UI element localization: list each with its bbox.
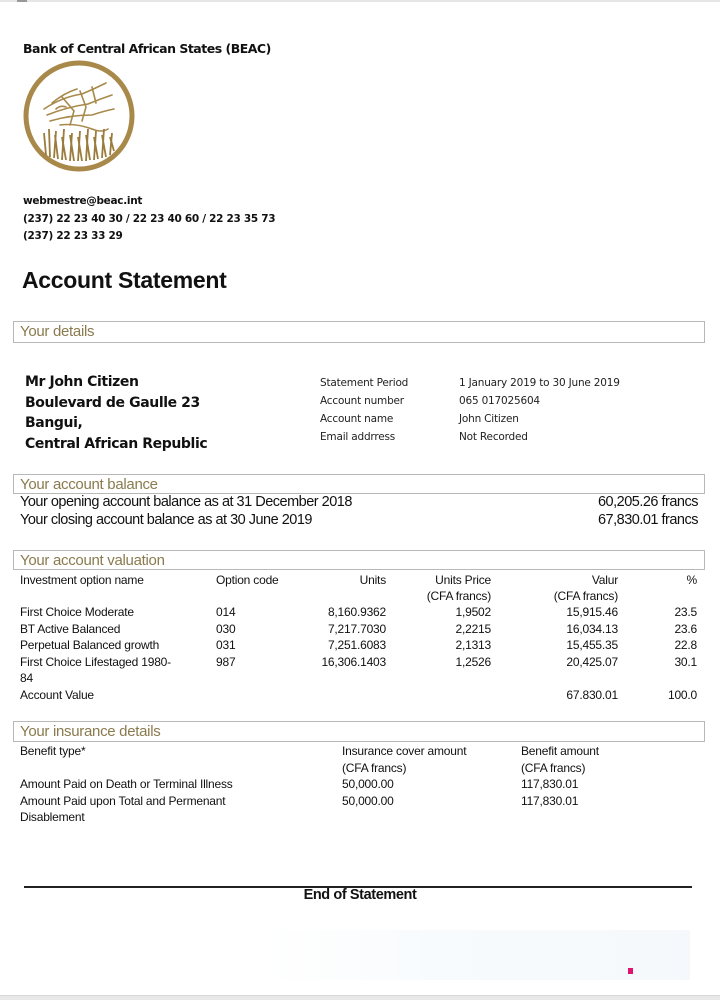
insurance-type-column [20, 743, 233, 826]
faded-watermark [265, 930, 690, 980]
contact-phone-1: (237) 22 23 40 30 / 22 23 40 60 / 22 23 35 73 [23, 212, 276, 225]
opening-balance-label: Your opening account balance as at 31 December 2018 [20, 494, 352, 510]
spacer [566, 670, 618, 687]
valuation-pcts [668, 604, 697, 703]
table-cell-units: 7,251.6083 [327, 638, 386, 652]
email-value: Not Recorded [459, 431, 528, 443]
contact-phone-2: (237) 22 23 33 29 [23, 230, 123, 242]
table-cell-name: First Choice Lifestaged 1980- [20, 654, 171, 669]
table-cell-value: 15,455.35 [566, 638, 618, 652]
table-cell-code: 014 [216, 605, 236, 619]
section-header-balance [13, 474, 705, 494]
column-header-code: Option code [216, 573, 279, 587]
beac-gazelle-logo-icon [22, 59, 136, 173]
account-value-label: Account Value [20, 687, 94, 702]
table-cell-price: 2,2215 [455, 621, 491, 636]
table-cell-price: 1,2526 [455, 654, 491, 669]
table-cell-price: 2,1313 [455, 638, 491, 652]
column-header-units: Units [359, 573, 386, 587]
closing-balance-label: Your closing account balance as at 30 June 2019 [20, 512, 312, 528]
account-meta-values [459, 374, 620, 446]
spacer [20, 760, 233, 777]
account-meta-labels [320, 374, 408, 446]
column-header-cover: Insurance cover amount [342, 744, 467, 758]
table-cell-name: Perpetual Balanced growth [20, 638, 160, 652]
column-header-price [427, 572, 491, 604]
table-cell-pct: 23.6 [674, 621, 697, 636]
account-name-value: John Citizen [459, 413, 519, 425]
opening-balance-value: 60,205.26 francs [597, 494, 698, 510]
table-cell-benefit: 117,830.01 [521, 793, 579, 808]
table-cell-cover: 50,000.00 [342, 777, 394, 791]
closing-balance-row [20, 512, 698, 528]
bottom-border [0, 995, 720, 1000]
column-header-benefit-sub: (CFA francs) [521, 760, 586, 775]
column-header-value-label: Valur [591, 573, 618, 587]
table-cell-name: BT Active Balanced [20, 621, 121, 636]
column-header-price-sub: (CFA francs) [426, 589, 491, 603]
section-title: Your insurance details [20, 723, 161, 740]
table-cell-benefit: 117,830.01 [521, 777, 579, 791]
top-marker [17, 0, 27, 2]
spacer [668, 670, 697, 687]
contact-email: webmestre@beac.int [23, 195, 143, 207]
opening-balance-row [20, 494, 698, 510]
table-cell-price: 1,9502 [455, 605, 491, 619]
address-street: Boulevard de Gaulle 23 [25, 394, 200, 411]
valuation-names [20, 604, 171, 703]
field-label: Email addrress [320, 431, 396, 443]
section-header-insurance [13, 721, 705, 742]
account-value-pct: 100.0 [667, 687, 697, 702]
insurance-benefit-column [521, 743, 599, 809]
table-cell-benefit-type-cont: Disablement [20, 810, 85, 824]
section-title: Your account valuation [20, 552, 165, 569]
column-header-name: Investment option name [20, 573, 144, 587]
insurance-cover-column [342, 743, 466, 809]
table-cell-value: 15,915.46 [566, 605, 618, 619]
top-border [0, 0, 720, 2]
valuation-codes [216, 604, 235, 670]
section-title: Your account balance [20, 476, 158, 493]
column-header-cover-sub: (CFA francs) [342, 760, 407, 775]
table-cell-cover: 50,000.00 [342, 793, 394, 808]
column-header-benefit-type: Benefit type* [20, 744, 86, 758]
column-header-price-label: Units Price [435, 573, 491, 587]
table-cell-code: 987 [216, 654, 236, 669]
address-city: Bangui, [25, 415, 83, 431]
field-label: Account name [320, 413, 394, 425]
table-cell-value: 20,425.07 [566, 654, 618, 669]
closing-balance-value: 67,830.01 francs [597, 512, 698, 528]
table-cell-name: First Choice Moderate [20, 605, 134, 619]
address-country: Central African Republic [25, 435, 208, 452]
table-cell-pct: 23.5 [674, 605, 697, 619]
section-header-details [13, 321, 705, 343]
column-header-pct: % [686, 573, 697, 587]
column-header-value-sub: (CFA francs) [553, 589, 618, 603]
valuation-values [566, 604, 618, 703]
table-cell-units: 16,306.1403 [321, 654, 386, 669]
field-label: Account number [320, 395, 404, 407]
valuation-units [321, 604, 386, 670]
table-cell-benefit-type: Amount Paid upon Total and Permenant [20, 793, 226, 808]
table-cell-code: 030 [216, 621, 236, 636]
section-title: Your details [20, 323, 95, 340]
table-cell-pct: 30.1 [674, 654, 697, 669]
table-cell-units: 7,217.7030 [327, 621, 386, 636]
table-cell-code: 031 [216, 638, 236, 652]
customer-name: Mr John Citizen [25, 374, 139, 390]
statement-period-value: 1 January 2019 to 30 June 2019 [459, 377, 620, 389]
end-of-statement: End of Statement [303, 887, 417, 903]
table-cell-units: 8,160.9362 [327, 605, 386, 619]
table-cell-name-cont: 84 [20, 671, 33, 685]
field-label: Statement Period [320, 377, 409, 389]
account-number-value: 065 017025604 [459, 395, 540, 407]
pink-marker [628, 968, 633, 974]
account-value-total: 67.830.01 [566, 687, 618, 702]
table-cell-benefit-type: Amount Paid on Death or Terminal Illness [20, 777, 233, 791]
document-title: Account Statement [22, 267, 227, 293]
table-cell-value: 16,034.13 [566, 621, 618, 636]
customer-address [25, 372, 207, 454]
bank-name: Bank of Central African States (BEAC) [23, 41, 271, 56]
section-header-valuation [13, 550, 705, 570]
column-header-benefit: Benefit amount [521, 744, 599, 758]
column-header-value [554, 572, 618, 604]
contact-block [23, 193, 275, 246]
valuation-prices [455, 604, 491, 670]
table-cell-pct: 22.8 [674, 638, 697, 652]
